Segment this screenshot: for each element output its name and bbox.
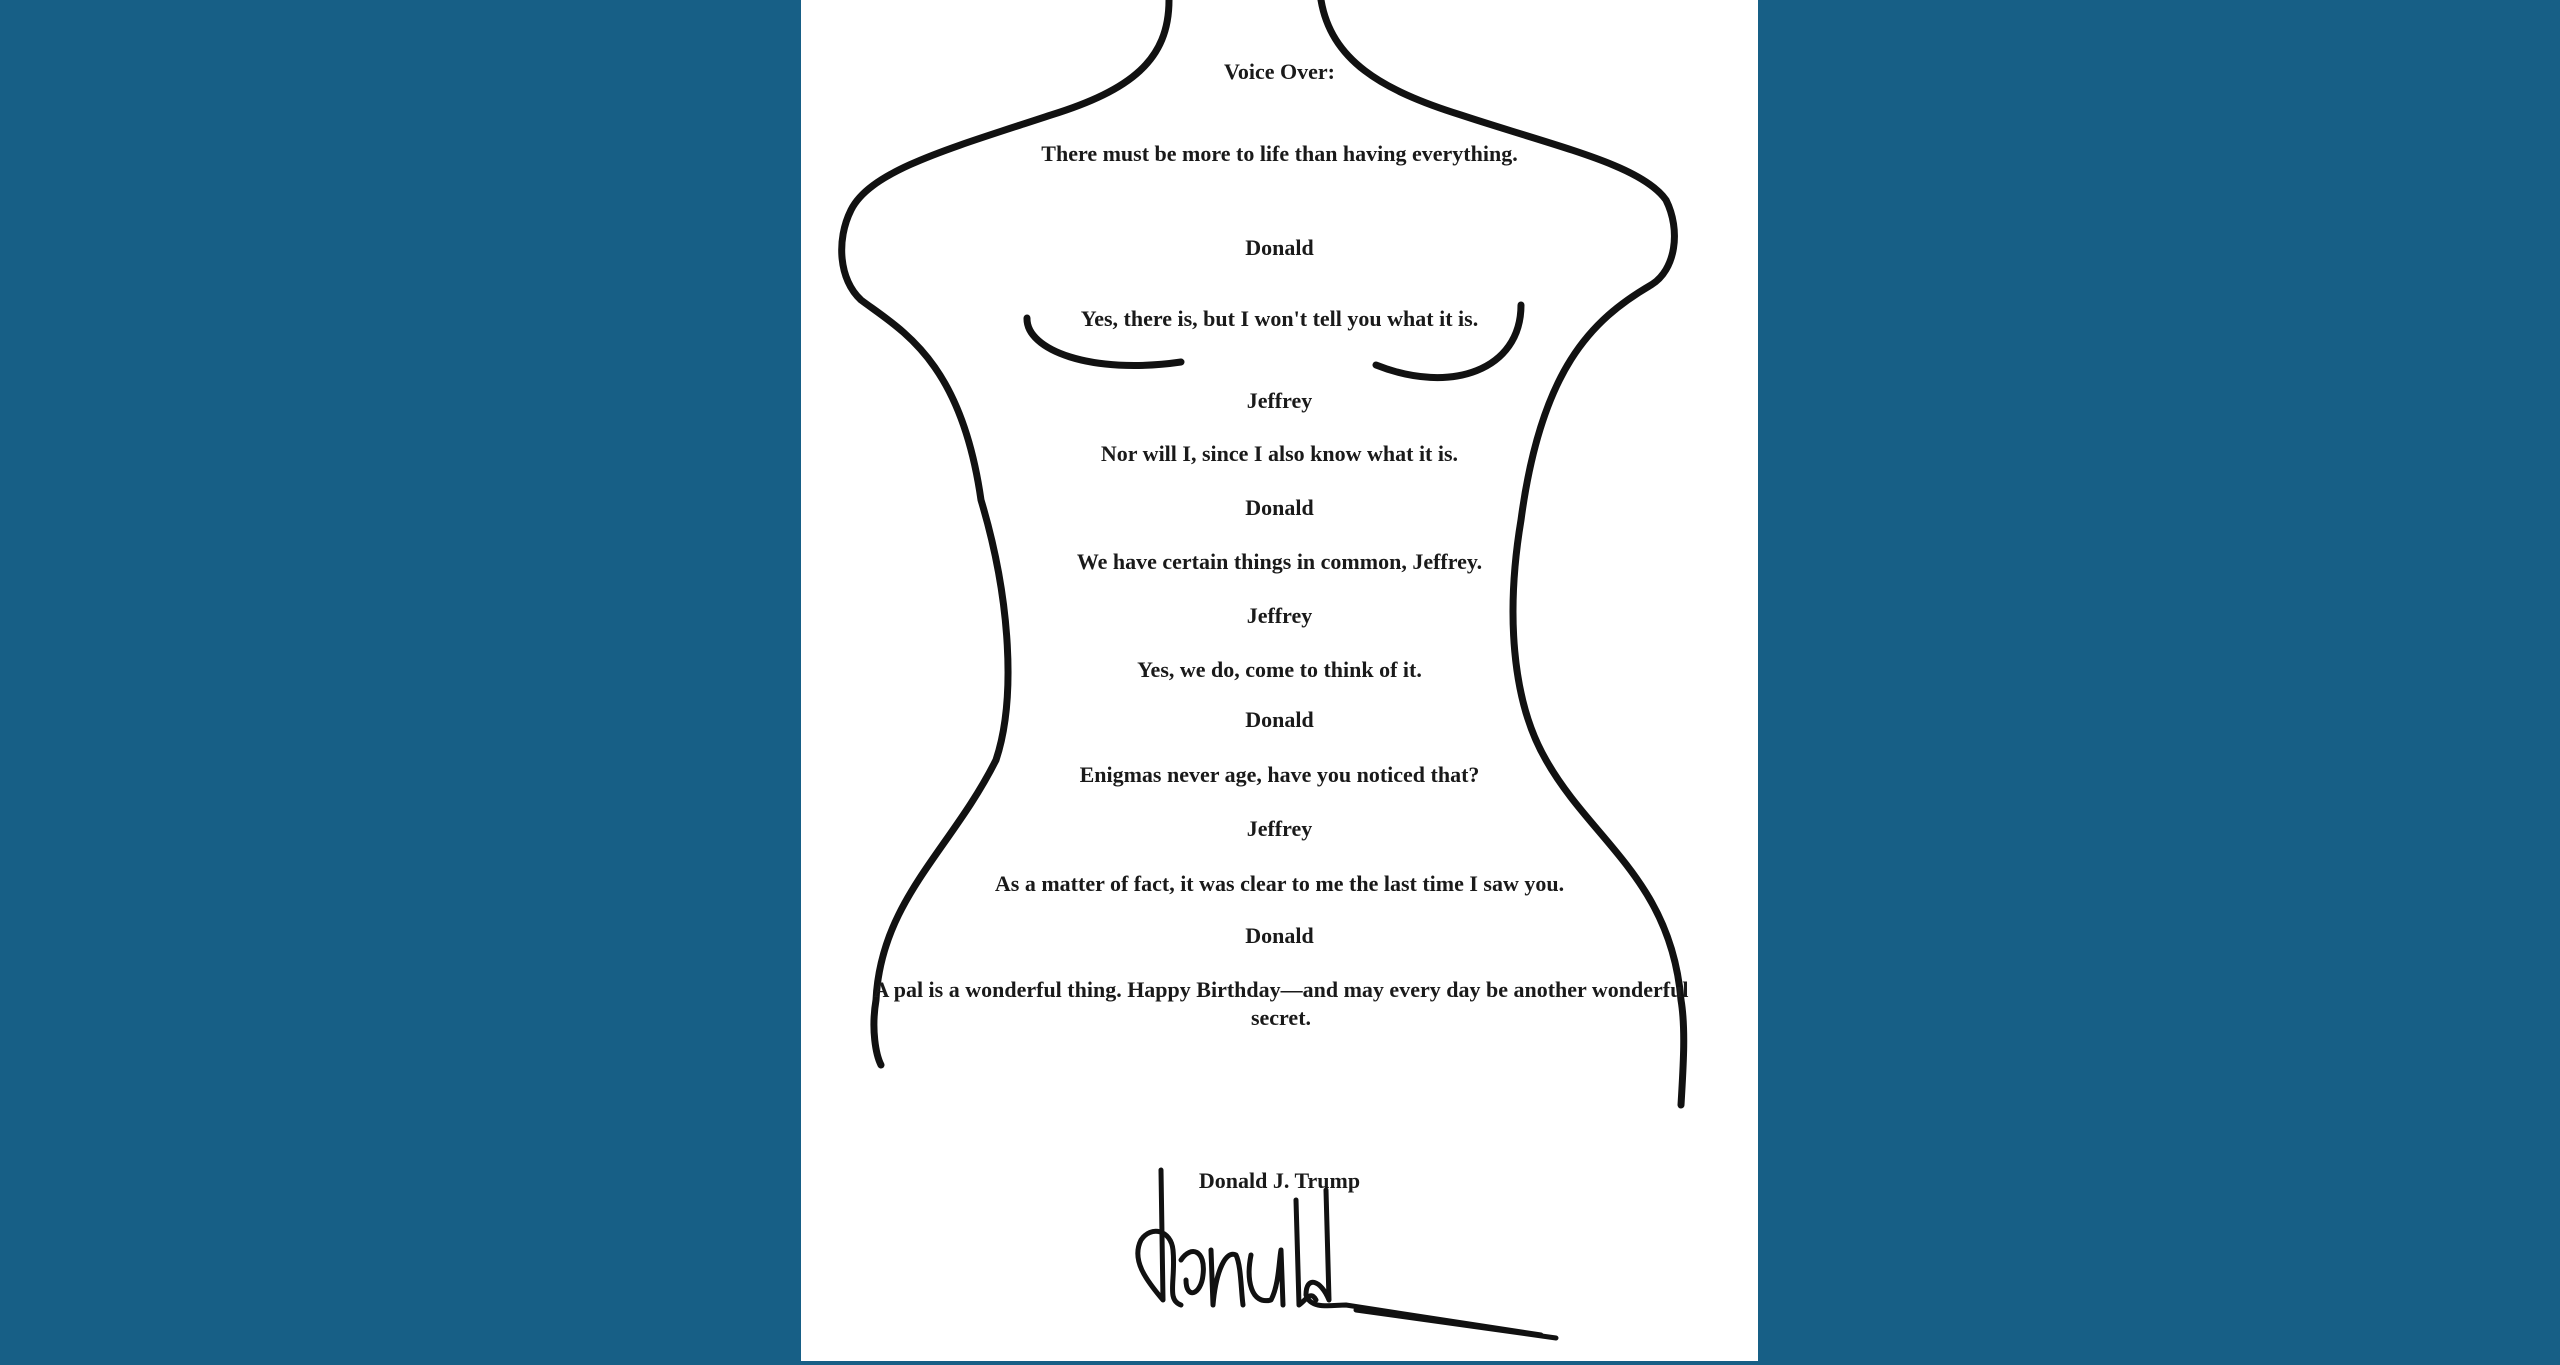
script-line: As a matter of fact, it was clear to me the last time I saw you. — [994, 871, 1565, 896]
script-speaker-label: Jeffrey — [1246, 816, 1313, 841]
script-speaker-label: Donald — [1245, 235, 1314, 260]
script-speaker-label: Donald — [1245, 707, 1314, 732]
script-line: Yes, we do, come to think of it. — [1137, 657, 1422, 682]
document-page — [801, 0, 1758, 1361]
script-line-voice-over-label: Voice Over: — [1224, 59, 1335, 84]
script-speaker-label: Jeffrey — [1246, 388, 1313, 413]
script-line-closing: A pal is a wonderful thing. Happy Birthday—and may every day be another wonderful secret. — [873, 977, 1689, 1030]
script-line: We have certain things in common, Jeffrey. — [1076, 549, 1483, 574]
script-line: Nor will I, since I also know what it is. — [1100, 441, 1459, 466]
script-speaker-label: Donald — [1245, 923, 1314, 948]
script-line: Enigmas never age, have you noticed that? — [1079, 762, 1480, 787]
script-speaker-label: Jeffrey — [1246, 603, 1313, 628]
script-speaker-label: Donald — [1245, 495, 1314, 520]
signature-name: Donald J. Trump — [1198, 1168, 1361, 1193]
script-line: There must be more to life than having everything. — [1041, 141, 1518, 166]
script-line: Yes, there is, but I won't tell you what it is. — [1080, 306, 1479, 331]
